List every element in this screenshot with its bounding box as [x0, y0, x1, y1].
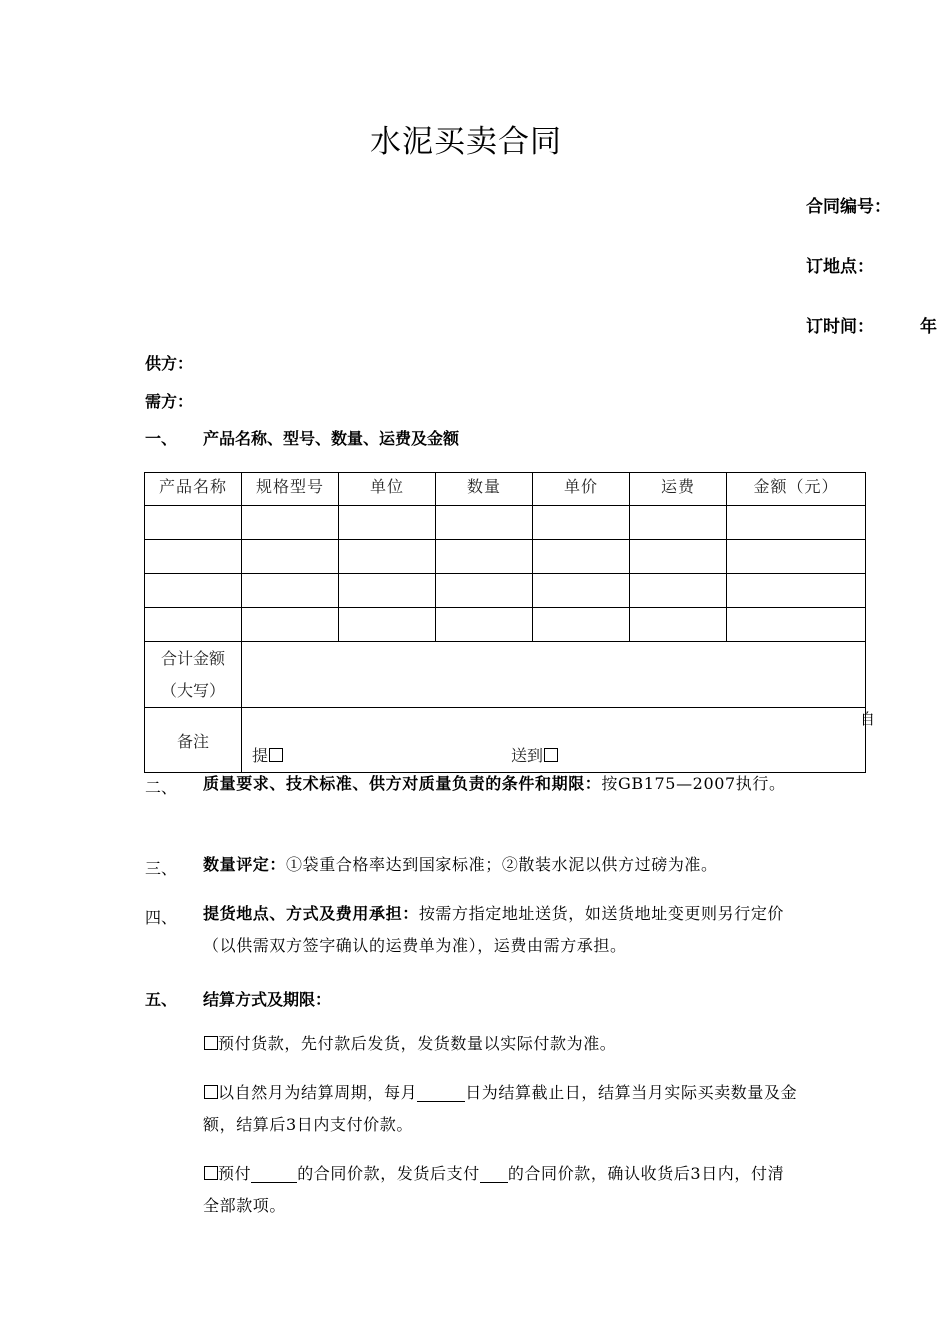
sign-time-label: 订时间：: [806, 317, 874, 337]
product-table: [144, 472, 866, 773]
payment-option-2-text-b: 日为结算截止日，结算当月实际买卖数量及金额，结算后3日内支付价款。: [203, 1083, 798, 1134]
table-row: [145, 574, 866, 608]
table-cell[interactable]: [436, 506, 533, 540]
section-2-heading: 质量要求、技术标准、供方对质量负责的条件和期限：: [203, 774, 602, 793]
section-4-body: [203, 898, 800, 962]
table-cell[interactable]: [145, 608, 242, 642]
header-unit-price: 单价: [533, 473, 630, 506]
payment-option-3-text-b: 的合同价款，发货后支付: [297, 1164, 480, 1183]
remarks-row: [145, 708, 866, 773]
overflow-text: 自: [860, 710, 876, 728]
table-cell[interactable]: [145, 506, 242, 540]
remarks-label-cell: [145, 708, 242, 773]
postpay-ratio-blank[interactable]: [480, 1166, 508, 1183]
pickup-checkbox[interactable]: [269, 748, 283, 762]
section-2-body: [203, 768, 800, 800]
payment-option-3: [203, 1158, 800, 1222]
table-cell[interactable]: [339, 540, 436, 574]
payment-option-1-text: 预付货款，先付款后发货，发货数量以实际付款为准。: [218, 1034, 617, 1053]
total-amount-field[interactable]: [242, 642, 866, 708]
payment-option-1-checkbox[interactable]: [204, 1036, 218, 1050]
table-cell[interactable]: [533, 608, 630, 642]
section-4-heading: 提货地点、方式及费用承担：: [203, 904, 419, 923]
total-row: [145, 642, 866, 708]
table-cell[interactable]: [242, 608, 339, 642]
total-label-cell: [145, 642, 242, 708]
payment-option-1: [203, 1028, 800, 1060]
delivery-label: 送到: [511, 746, 544, 765]
cutoff-day-blank[interactable]: [417, 1085, 465, 1102]
remarks-label: 备注: [176, 731, 209, 751]
header-model: 规格型号: [242, 473, 339, 506]
table-cell[interactable]: [339, 608, 436, 642]
payment-option-2-text-a: 以自然月为结算周期，每月: [218, 1083, 418, 1102]
header-quantity: 数量: [436, 473, 533, 506]
payment-option-3-text-c: 的合同价款，确认收货后3日内，付清全部款项。: [203, 1164, 785, 1215]
table-cell[interactable]: [630, 506, 727, 540]
section-2-number: 二、: [145, 778, 178, 797]
sign-time-year: 年: [920, 317, 937, 337]
table-cell[interactable]: [436, 608, 533, 642]
total-label-line1: 合计金额: [160, 649, 225, 668]
payment-option-3-text-a: 预付: [218, 1164, 252, 1183]
table-cell[interactable]: [533, 540, 630, 574]
table-cell[interactable]: [145, 540, 242, 574]
header-product-name: 产品名称: [145, 473, 242, 506]
table-cell[interactable]: [630, 608, 727, 642]
table-cell[interactable]: [630, 540, 727, 574]
table-cell[interactable]: [242, 540, 339, 574]
table-cell[interactable]: [727, 506, 866, 540]
table-cell[interactable]: [727, 574, 866, 608]
table-cell[interactable]: [630, 574, 727, 608]
table-cell[interactable]: [533, 506, 630, 540]
section-4-text: 按需方指定地址送货，如送货地址变更则另行定价（以供需双方签字确认的运费单为准），运费由需方承担。: [203, 904, 785, 955]
buyer-label: 需方：: [145, 392, 194, 411]
header-freight: 运费: [630, 473, 727, 506]
section-3-body: [203, 849, 800, 881]
payment-option-2: [203, 1077, 800, 1141]
section-5-heading: 结算方式及期限：: [203, 990, 332, 1009]
supplier-label: 供方：: [145, 354, 194, 373]
table-row: [145, 608, 866, 642]
section-2-text: 按GB175—2007执行。: [601, 774, 786, 793]
table-cell[interactable]: [727, 540, 866, 574]
payment-option-3-checkbox[interactable]: [204, 1166, 218, 1180]
section-4-number: 四、: [145, 908, 178, 927]
section-3-heading: 数量评定：: [203, 855, 287, 874]
header-amount: 金额（元）: [727, 473, 866, 506]
section-3-number: 三、: [145, 859, 178, 878]
section-3-text: ①袋重合格率达到国家标准；②散装水泥以供方过磅为准。: [286, 855, 718, 874]
section-1-number: 一、: [145, 429, 178, 448]
table-cell[interactable]: [533, 574, 630, 608]
table-row: [145, 506, 866, 540]
table-cell[interactable]: [339, 506, 436, 540]
table-row: [145, 540, 866, 574]
table-cell[interactable]: [436, 574, 533, 608]
table-cell[interactable]: [436, 540, 533, 574]
prepay-ratio-blank[interactable]: [251, 1166, 297, 1183]
table-cell[interactable]: [727, 608, 866, 642]
pickup-label: 提: [252, 746, 269, 765]
table-cell[interactable]: [145, 574, 242, 608]
sign-place-label: 订地点：: [806, 257, 874, 277]
remarks-field[interactable]: [242, 708, 866, 773]
header-unit: 单位: [339, 473, 436, 506]
delivery-checkbox[interactable]: [544, 748, 558, 762]
table-cell[interactable]: [242, 574, 339, 608]
contract-number-label: 合同编号：: [806, 197, 891, 217]
payment-option-2-checkbox[interactable]: [204, 1085, 218, 1099]
table-header-row: [145, 473, 866, 506]
total-label-line2: （大写）: [160, 681, 225, 700]
document-title: 水泥买卖合同: [370, 124, 562, 160]
section-5-number: 五、: [145, 990, 178, 1009]
section-1-heading: 产品名称、型号、数量、运费及金额: [203, 429, 460, 448]
table-cell[interactable]: [339, 574, 436, 608]
table-cell[interactable]: [242, 506, 339, 540]
